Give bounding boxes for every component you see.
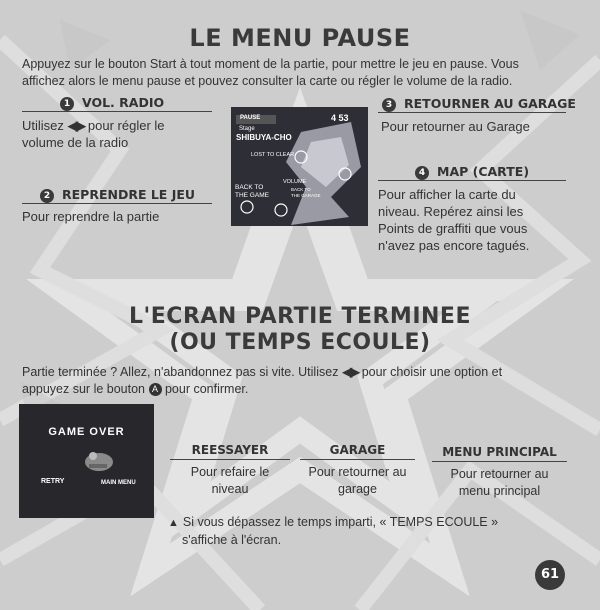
divider [300, 459, 415, 460]
option-menu-principal-line2: menu principal [458, 484, 541, 498]
gameover-title-line2: (OU TEMPS ECOULE) [169, 330, 431, 355]
map-line-1: Pour afficher la carte du [378, 187, 516, 202]
heading-retourner-garage-label: RETOURNER AU GARAGE [404, 96, 576, 111]
number-1-icon: 1 [60, 97, 74, 111]
option-menu-principal-heading: MENU PRINCIPAL [442, 445, 557, 459]
radio-volume-label: VOLUME [283, 179, 307, 185]
reprendre-description: Pour reprendre la partie [22, 209, 160, 224]
divider [170, 459, 290, 460]
divider [22, 111, 212, 112]
gameover-intro-line1-before: Partie terminée ? Allez, n'abandonnez pas si vite. Utilisez [22, 365, 339, 379]
left-right-arrows-icon: ◀▶ [342, 365, 358, 379]
stage-label: Stage [239, 126, 255, 132]
heading-vol-radio [60, 95, 164, 111]
game-over-label: GAME OVER [48, 426, 125, 438]
pause-intro [22, 56, 582, 90]
back-to-game-label [235, 184, 269, 200]
option-garage-heading: GARAGE [329, 443, 386, 457]
heading-map-label: MAP (CARTE) [437, 164, 530, 179]
heading-reprendre [40, 187, 195, 203]
pause-intro-line2: affichez alors le menu pause et pouvez consulter la carte ou régler le volume de la radio. [22, 74, 513, 88]
gameover-intro [22, 364, 587, 398]
timer-readout: 4 53 [331, 113, 349, 123]
pause-screenshot-art [231, 107, 368, 226]
vol-radio-text-after: pour régler le [87, 118, 165, 133]
menu-line: LOST TO CLEAR [251, 152, 295, 158]
game-over-art [19, 404, 154, 518]
back-to-game-line2: THE GAME [235, 192, 269, 199]
option-reessayer-heading: REESSAYER [191, 443, 269, 457]
retry-label: RETRY [41, 478, 65, 485]
option-garage [300, 443, 415, 498]
retourner-garage-description: Pour retourner au Garage [381, 119, 530, 134]
map-line-4: n'avez pas encore tagués. [378, 238, 530, 253]
game-over-screenshot [19, 404, 154, 518]
gameover-intro-line1-after: pour choisir une option et [361, 365, 503, 379]
option-garage-line2: garage [338, 482, 377, 496]
main-menu-label: MAIN MENU [101, 480, 136, 486]
divider [378, 112, 566, 113]
gameover-title-line1: L'ECRAN PARTIE TERMINEE [129, 304, 471, 329]
left-right-arrows-icon: ◀▶ [67, 118, 84, 133]
back-to-garage-line1: BACK TO [291, 187, 311, 192]
time-up-note-line2: s'affiche à l'écran. [182, 533, 282, 547]
stage-name: SHIBUYA-CHO [236, 133, 292, 142]
option-menu-principal-line1: Pour retourner au [450, 467, 549, 481]
heading-vol-radio-label: VOL. RADIO [82, 95, 165, 110]
pause-intro-line1: Appuyez sur le bouton Start à tout moment de la partie, pour mettre le jeu en pause. Vous [22, 57, 519, 71]
option-reessayer [170, 443, 290, 498]
pause-screenshot [231, 107, 368, 226]
option-reessayer-line1: Pour refaire le [190, 465, 270, 479]
number-4-icon: 4 [415, 166, 429, 180]
gameover-intro-line2-after: pour confirmer. [164, 382, 249, 396]
map-line-2: niveau. Repérez ainsi les [378, 204, 524, 219]
gameover-intro-line2-before: appuyez sur le bouton [22, 382, 146, 396]
heading-reprendre-label: REPRENDRE LE JEU [62, 187, 196, 202]
vol-radio-text-before: Utilisez [22, 118, 64, 133]
heading-retourner-garage [382, 96, 576, 112]
divider [378, 180, 566, 181]
time-up-note-line1: Si vous dépassez le temps imparti, « TEMPS ECOULE » [182, 515, 499, 529]
option-reessayer-line2: niveau [211, 482, 249, 496]
number-3-icon: 3 [382, 98, 396, 112]
number-2-icon: 2 [40, 189, 54, 203]
page-title-gameover [0, 304, 600, 356]
page-title-pause: LE MENU PAUSE [189, 24, 411, 52]
time-up-note [168, 514, 568, 549]
back-to-garage-label [291, 187, 321, 199]
pause-label: PAUSE [240, 115, 261, 121]
back-to-game-line1: BACK TO [235, 184, 264, 191]
heading-map [415, 164, 529, 180]
a-button-icon: A [149, 383, 162, 396]
map-line-3: Points de graffiti que vous [378, 221, 528, 236]
vol-radio-description [22, 117, 212, 151]
divider [432, 461, 567, 462]
triangle-bullet-icon: ▲ [168, 517, 179, 529]
option-menu-principal [432, 445, 567, 500]
vol-radio-text-line2: volume de la radio [22, 135, 129, 150]
back-to-garage-line2: THE GARAGE [291, 193, 321, 198]
map-description [378, 186, 578, 254]
option-garage-line1: Pour retourner au [308, 465, 407, 479]
divider [22, 203, 212, 204]
page-number: 61 [535, 560, 565, 590]
